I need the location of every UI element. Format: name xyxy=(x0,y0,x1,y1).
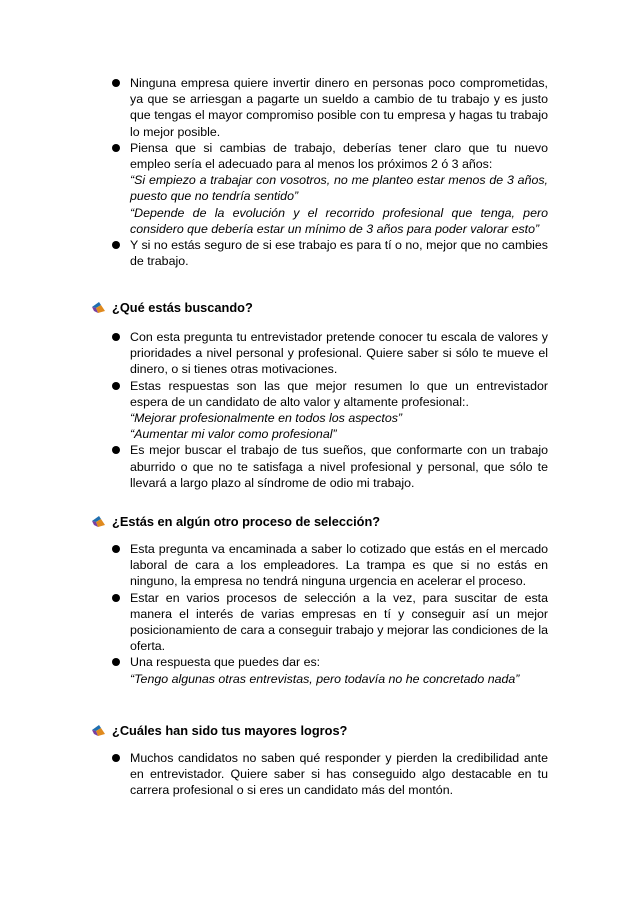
quote-text: “Depende de la evolución y el recorrido profesional que tenga, pero considero que debería estar un mínimo de 3 años para poder valorar esto” xyxy=(130,205,548,236)
list-item xyxy=(112,442,548,491)
arrow-bullet-icon xyxy=(92,516,105,527)
bullet-list-intro xyxy=(112,75,548,269)
list-item xyxy=(112,237,548,269)
arrow-bullet-icon xyxy=(92,302,105,313)
list-item xyxy=(112,541,548,590)
bullet-icon xyxy=(112,79,120,87)
list-item xyxy=(112,654,548,686)
section-heading-text: ¿Estás en algún otro proceso de selección? xyxy=(112,514,381,529)
quote-text: “Si empiezo a trabajar con vosotros, no me planteo estar menos de 3 años, puesto que no tendría sentido” xyxy=(130,173,548,204)
quote-text: “Mejorar profesionalmente en todos los aspectos” xyxy=(130,411,403,426)
bullet-icon xyxy=(112,333,120,341)
list-item xyxy=(112,750,548,799)
bullet-icon xyxy=(112,382,120,390)
list-item-text: Ninguna empresa quiere invertir dinero en personas poco comprometidas, ya que se arriesgan a pagarte un sueldo a cambio de tu trabajo y es justo que tengas el mayor compromiso posible con tu empresa y hagas tu trabajo lo mejor posible. xyxy=(130,76,548,139)
bullet-list-proceso xyxy=(112,541,548,687)
bullet-icon xyxy=(112,594,120,602)
quote-text: “Aumentar mi valor como profesional” xyxy=(130,427,337,442)
list-item xyxy=(112,329,548,378)
list-item-text: Esta pregunta va encaminada a saber lo cotizado que estás en el mercado laboral de cara a los empleadores. La trampa es que si no estás en ninguno, la empresa no tendrá ninguna urgencia en acelerar el proceso. xyxy=(130,542,548,589)
arrow-bullet-icon xyxy=(92,725,105,736)
bullet-list-buscando xyxy=(112,329,548,491)
bullet-icon xyxy=(112,144,120,152)
bullet-icon xyxy=(112,658,120,666)
list-item xyxy=(112,590,548,655)
list-item-text: Piensa que si cambias de trabajo, deberías tener claro que tu nuevo empleo sería el adecuado para al menos los próximos 2 ó 3 años: xyxy=(130,140,548,172)
list-item-text: Muchos candidatos no saben qué responder y pierden la credibilidad ante en entrevistador. Quiere saber si has conseguido algo destacable en tu carrera profesional o si eres un candidato más del montón. xyxy=(130,751,548,798)
bullet-icon xyxy=(112,446,120,454)
section-heading-text: ¿Qué estás buscando? xyxy=(112,300,253,315)
section-heading-text: ¿Cuáles han sido tus mayores logros? xyxy=(112,723,348,738)
bullet-icon xyxy=(112,754,120,762)
section-heading xyxy=(92,514,380,530)
section-heading xyxy=(92,300,253,316)
section-heading xyxy=(92,723,347,739)
list-item xyxy=(112,75,548,140)
list-item-text: Y si no estás seguro de si ese trabajo es para tí o no, mejor que no cambies de trabajo. xyxy=(130,238,548,269)
list-item-text: Estas respuestas son las que mejor resumen lo que un entrevistador espera de un candidato de alto valor y altamente profesional:. xyxy=(130,378,548,409)
list-item xyxy=(112,378,548,443)
bullet-icon xyxy=(112,545,120,553)
list-item-text: Es mejor buscar el trabajo de tus sueños, que conformarte con un trabajo aburrido o que no te satisfaga a nivel profesional y personal, que sólo te llevará a largo plazo al síndrome de odio mi trabajo. xyxy=(130,443,548,490)
bullet-list-logros xyxy=(112,750,548,799)
list-item-text: Estar en varios procesos de selección a la vez, para suscitar de esta manera el interés de varias empresas en tí y conseguir así un mejor posicionamiento de cara a conseguir trabajo y mejorar las condiciones de la oferta. xyxy=(130,590,548,654)
list-item-text: Una respuesta que puedes dar es: xyxy=(130,655,321,670)
list-item-text: Con esta pregunta tu entrevistador pretende conocer tu escala de valores y prioridades a nivel personal y profesional. Quiere saber si sólo te mueve el dinero, o si tienes otras motivaciones. xyxy=(130,330,548,377)
list-item xyxy=(112,140,548,237)
quote-text: “Tengo algunas otras entrevistas, pero todavía no he concretado nada” xyxy=(130,671,520,686)
bullet-icon xyxy=(112,241,120,249)
